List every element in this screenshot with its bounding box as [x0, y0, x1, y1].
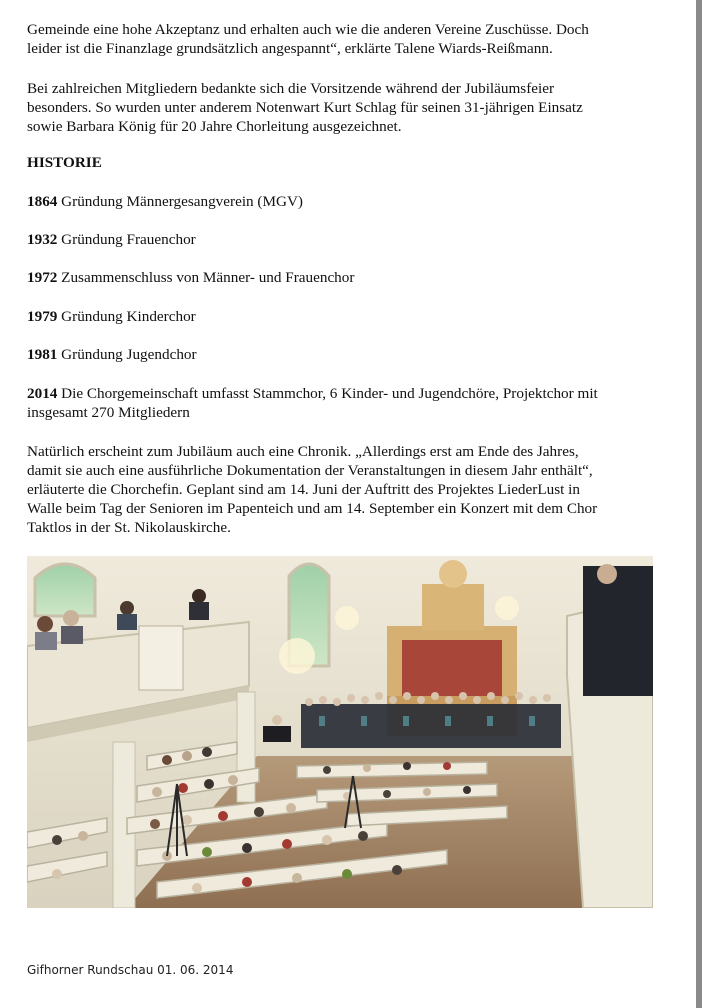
history-year: 2014	[27, 385, 58, 402]
history-text: Die Chorgemeinschaft umfasst Stammchor, 6 Kinder- und Jugendchöre, Projektchor mit	[57, 385, 598, 402]
history-entry	[27, 268, 657, 287]
history-year: 1972	[27, 269, 58, 286]
history-text: Zusammenschluss von Männer- und Frauenchor	[57, 269, 355, 286]
text-line: erläuterte die Chorchefin. Geplant sind am 14. Juni der Auftritt des Projektes LiederLust in	[27, 481, 580, 498]
history-year: 1979	[27, 308, 58, 325]
page-edge-rule	[696, 0, 702, 1008]
history-year: 1932	[27, 231, 58, 248]
paragraph-funding	[27, 20, 657, 58]
history-entry	[27, 230, 657, 249]
text-line: Natürlich erscheint zum Jubiläum auch eine Chronik. „Allerdings erst am Ende des Jahres,	[27, 443, 579, 460]
text-line: besonders. So wurden unter anderem Notenwart Kurt Schlag für seinen 31-jährigen Einsatz	[27, 99, 583, 116]
history-entry	[27, 192, 657, 211]
history-year: 1864	[27, 193, 58, 210]
text-line: Bei zahlreichen Mitgliedern bedankte sich die Vorsitzende während der Jubiläumsfeier	[27, 80, 555, 97]
paragraph-chronicle	[27, 442, 657, 537]
history-text: Gründung Frauenchor	[57, 231, 196, 248]
church-interior-illustration	[27, 556, 653, 908]
history-entry	[27, 345, 657, 364]
history-text: Gründung Kinderchor	[57, 308, 196, 325]
text-line: leider ist die Finanzlage grundsätzlich angespannt“, erklärte Talene Wiards-Reißmann.	[27, 40, 553, 57]
text-line: sowie Barbara König für 20 Jahre Chorleitung ausgezeichnet.	[27, 118, 402, 135]
paragraph-honors	[27, 79, 657, 136]
history-year: 1981	[27, 346, 58, 363]
source-credit: Gifhorner Rundschau 01. 06. 2014	[27, 963, 234, 977]
history-text: Gründung Männergesangverein (MGV)	[57, 193, 303, 210]
text-line: damit sie auch eine ausführliche Dokumentation der Veranstaltungen in diesem Jahr enthält“,	[27, 462, 593, 479]
history-text-continued: insgesamt 270 Mitgliedern	[27, 404, 190, 421]
text-line: Walle beim Tag der Senioren im Papenteich und am 14. September ein Konzert mit dem Chor	[27, 500, 598, 517]
history-entry	[27, 307, 657, 326]
history-entry	[27, 384, 657, 422]
section-heading-historie: HISTORIE	[27, 154, 102, 171]
history-text: Gründung Jugendchor	[57, 346, 197, 363]
text-line: Gemeinde eine hohe Akzeptanz und erhalten auch wie die anderen Vereine Zuschüsse. Doch	[27, 21, 589, 38]
church-choir-photo	[27, 556, 653, 908]
text-line: Taktlos in der St. Nikolauskirche.	[27, 519, 231, 536]
